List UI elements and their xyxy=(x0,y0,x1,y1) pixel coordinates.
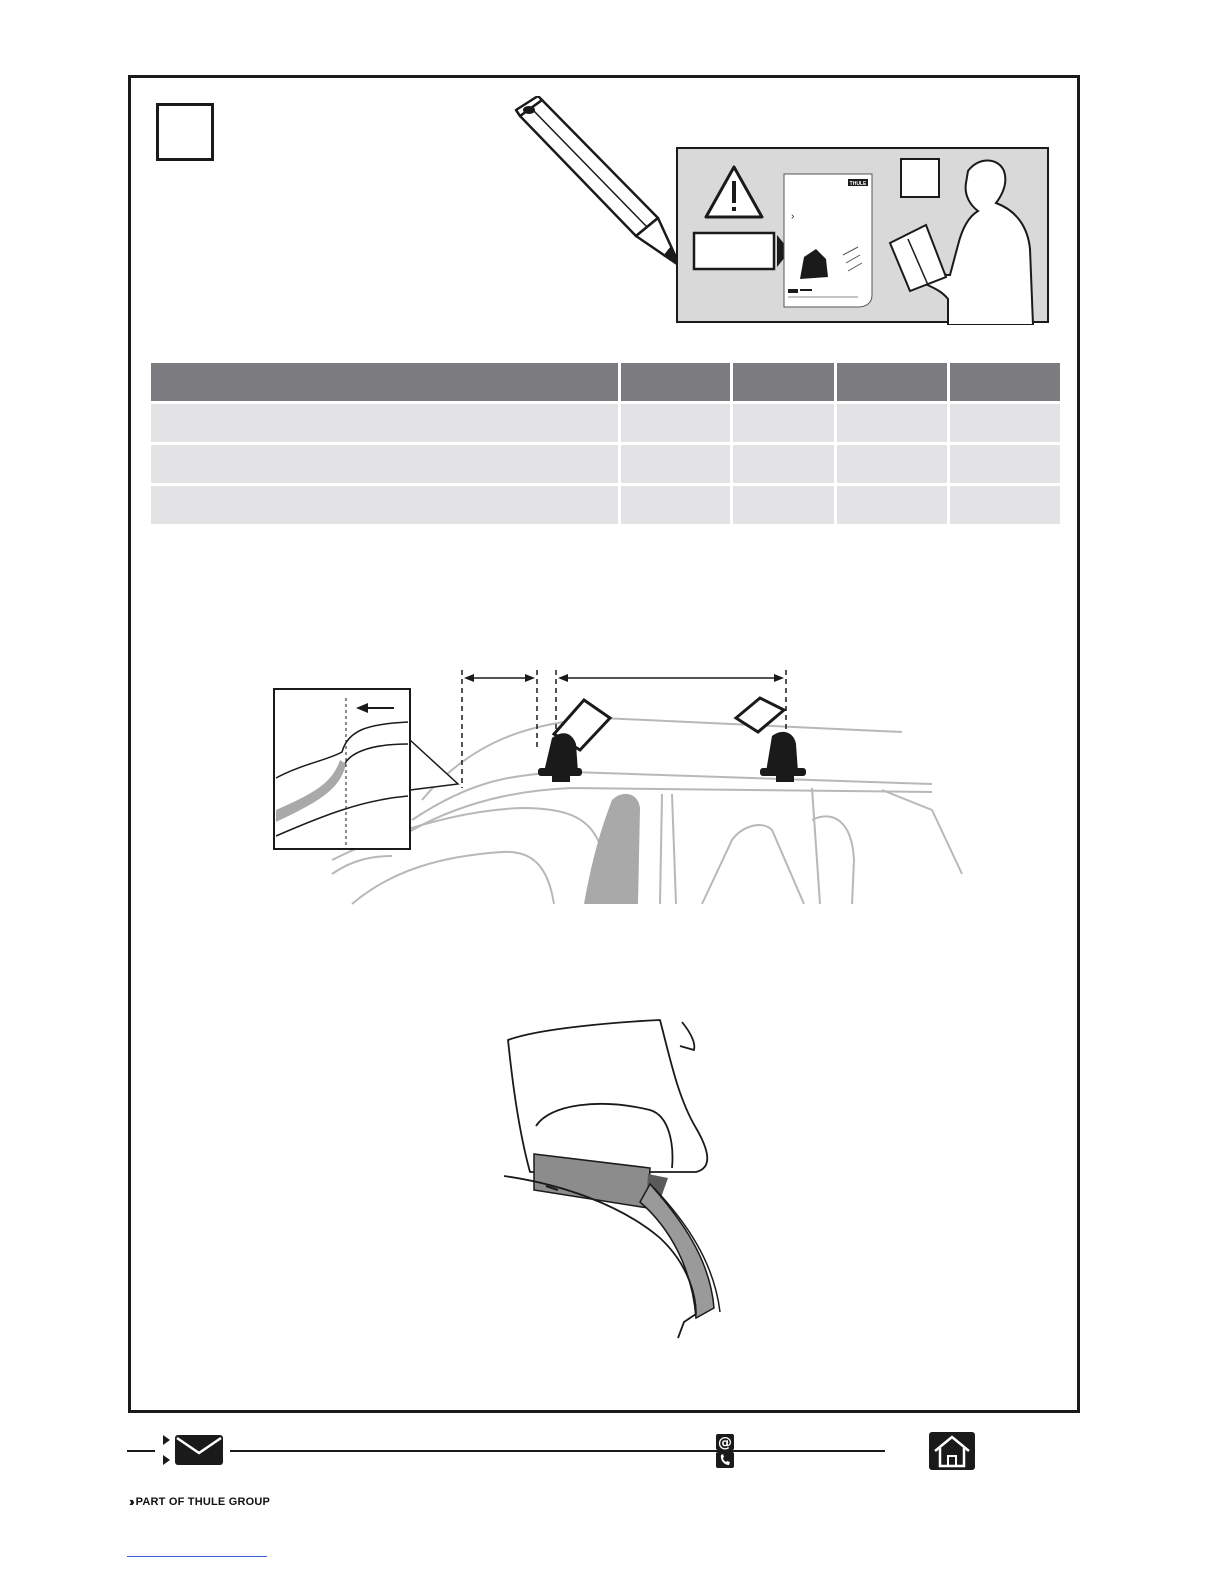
table-cell xyxy=(950,404,1060,442)
table-cell xyxy=(621,486,730,524)
table-cell xyxy=(621,445,730,483)
table-header-cell xyxy=(621,363,730,401)
footer-link-underline[interactable] xyxy=(127,1556,267,1557)
table-cell xyxy=(733,486,834,524)
svg-text:›: › xyxy=(791,211,795,222)
contact-icons xyxy=(716,1434,736,1468)
instruction-leaflet xyxy=(784,174,872,307)
table-row xyxy=(151,445,1063,483)
table-row xyxy=(151,486,1063,524)
table-cell xyxy=(733,445,834,483)
table-cell xyxy=(837,445,947,483)
table-cell xyxy=(837,404,947,442)
table-cell xyxy=(950,445,1060,483)
table-header-cell xyxy=(837,363,947,401)
roof-edge-detail-inset xyxy=(274,689,410,849)
footer-rule xyxy=(127,1450,155,1452)
table-cell xyxy=(733,404,834,442)
table-header-cell xyxy=(151,363,618,401)
table-header-cell xyxy=(950,363,1060,401)
table-cell xyxy=(151,445,618,483)
footer-rule xyxy=(230,1450,885,1452)
table-header-row xyxy=(151,363,1063,401)
brand-text: PART OF THULE GROUP xyxy=(135,1495,271,1508)
fitting-table xyxy=(151,363,1063,527)
table-row xyxy=(151,404,1063,442)
pencil-icon xyxy=(508,96,688,271)
table-cell xyxy=(950,486,1060,524)
step-number xyxy=(159,106,211,158)
read-instructions-panel xyxy=(676,147,1049,323)
table-header-cell xyxy=(733,363,834,401)
warning-triangle-icon xyxy=(706,167,762,217)
roof-rack-position-illustration xyxy=(272,660,972,910)
table-cell xyxy=(151,404,618,442)
roof-foot-rear xyxy=(736,698,806,782)
double-chevron-icon: ›› xyxy=(129,1494,132,1509)
table-cell xyxy=(621,404,730,442)
thule-group-brand xyxy=(129,1494,270,1509)
svg-text:THULE: THULE xyxy=(849,181,867,187)
table-cell xyxy=(151,486,618,524)
step-number-box xyxy=(156,103,214,161)
house-icon xyxy=(929,1432,975,1470)
at-sign-icon: @ xyxy=(718,1435,732,1451)
foot-pad-closeup-illustration xyxy=(500,1018,740,1343)
table-cell xyxy=(837,486,947,524)
roof-foot-front xyxy=(538,700,610,782)
envelope-icon xyxy=(163,1433,225,1467)
